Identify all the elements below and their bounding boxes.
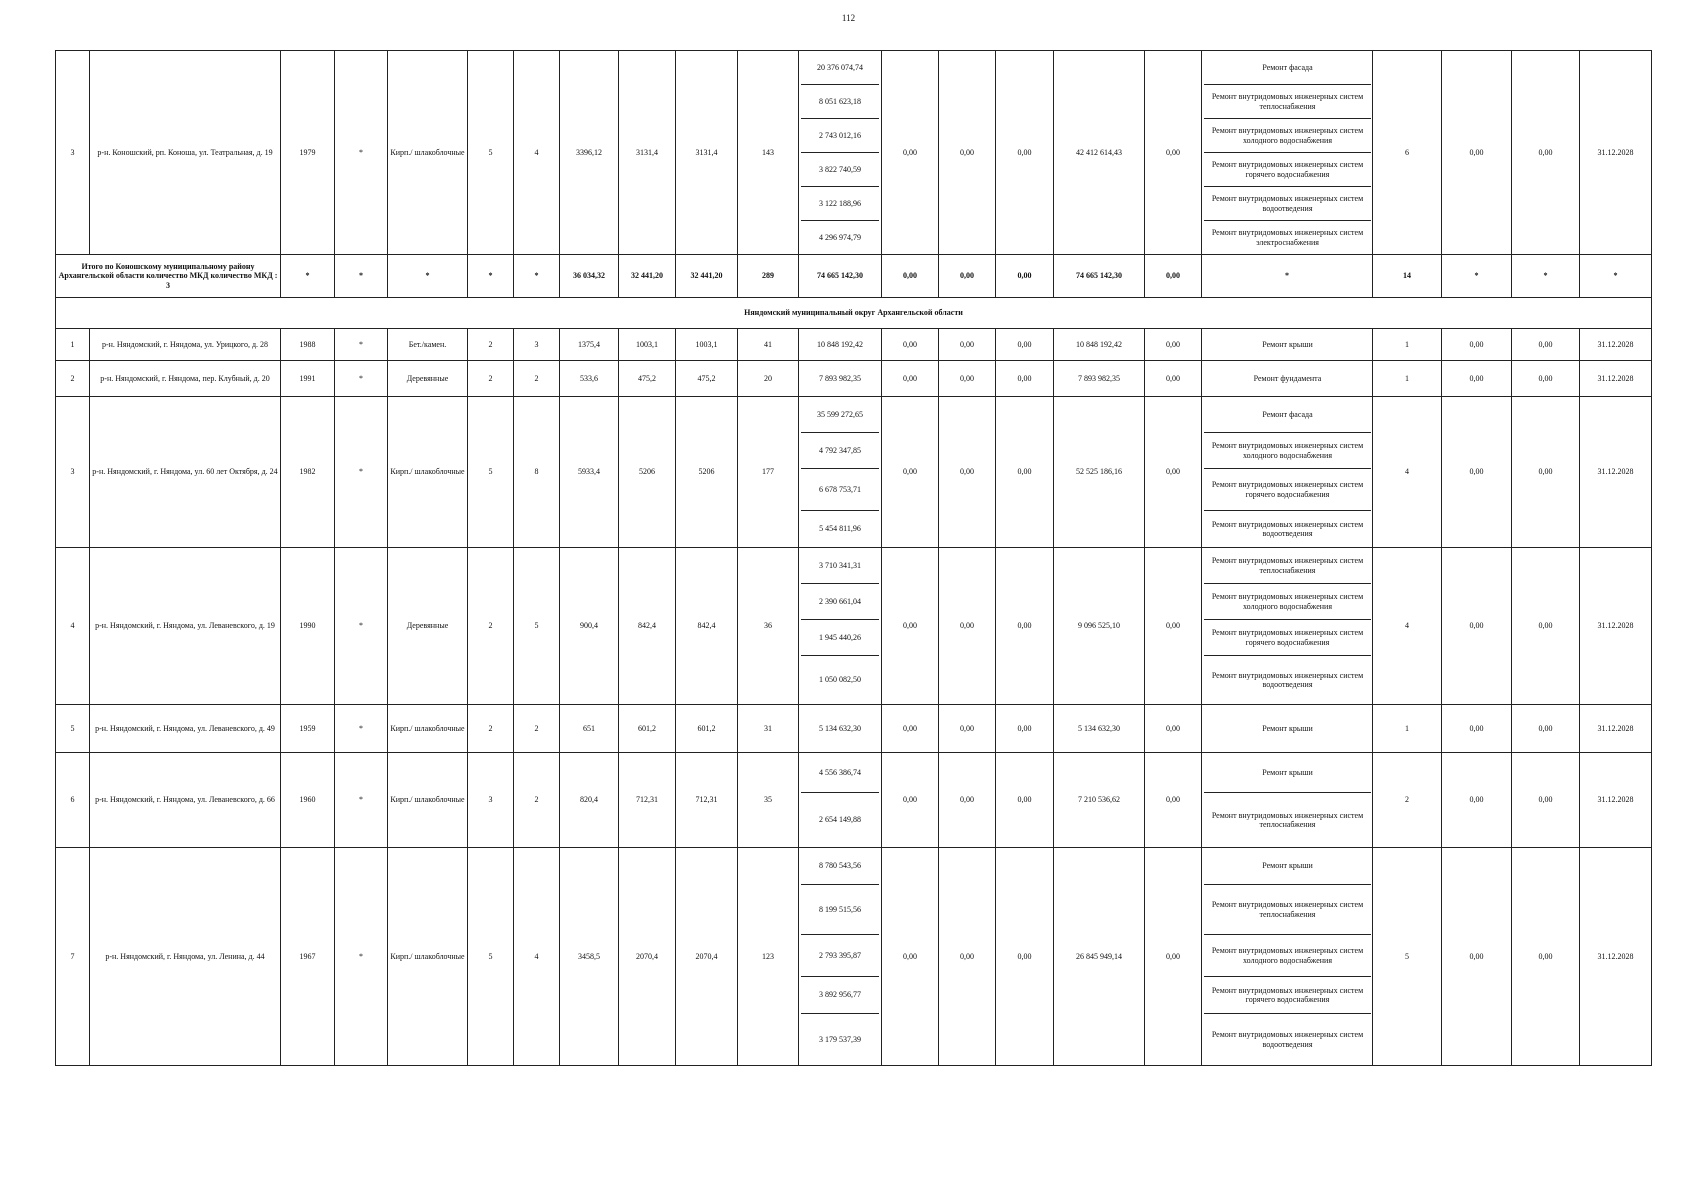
fund-regional: 0,00 [939,255,996,298]
residents-count: 41 [738,329,799,361]
fund-federal: 0,00 [882,51,939,255]
repair-amount-list [801,753,879,847]
completion-date: 31.12.2028 [1580,753,1652,848]
repair-amount-list [801,329,879,360]
area-residential: 601,2 [676,705,738,753]
repair-amount: 2 654 149,88 [819,815,861,825]
completion-date: 31.12.2028 [1580,848,1652,1066]
limit-per-sqm: 0,00 [1512,753,1580,848]
repair-works-cell [1202,397,1373,548]
repair-work-type: Ремонт фундамента [1253,373,1322,383]
repair-amount: 2 743 012,16 [801,119,879,153]
section-header-row [56,298,1652,329]
repair-amount: 3 710 341,31 [801,548,879,584]
repair-works-cell [1202,329,1373,361]
fund-federal: 0,00 [882,753,939,848]
total-cost: 10 848 192,42 [1054,329,1145,361]
repair-work-type-list [1204,548,1371,704]
area-residential: 2070,4 [676,848,738,1066]
house-address: р-н. Няндомский, г. Няндома, ул. Леваневского, д. 49 [90,705,281,753]
fund-federal: 0,00 [882,255,939,298]
repair-work-type: Ремонт внутридомовых инженерных систем холодного водоснабжения [1204,935,1371,977]
limit-per-sqm: 0,00 [1512,361,1580,397]
floors: 2 [468,548,514,705]
completion-date: 31.12.2028 [1580,705,1652,753]
floors: 2 [468,329,514,361]
limit-per-sqm: 0,00 [1512,51,1580,255]
repair-amounts-cell [799,753,882,848]
repair-work-type: Ремонт внутридомовых инженерных систем горячего водоснабжения [1204,469,1371,511]
wall-material: Кирп./ шлакоблочные [388,848,468,1066]
repair-amount: 2 390 661,04 [801,584,879,620]
district-total-row [56,255,1652,298]
area-premises: 842,4 [619,548,676,705]
fund-local: 0,00 [996,397,1054,548]
build-year: 1979 [281,51,335,255]
fund-federal: 0,00 [882,397,939,548]
repair-amount: 20 376 074,74 [801,51,879,85]
repair-works-cell [1202,705,1373,753]
completion-date: 31.12.2028 [1580,51,1652,255]
total-cost: 52 525 186,16 [1054,397,1145,548]
repair-amounts-cell [799,705,882,753]
repair-amount: 1 050 082,50 [819,675,861,685]
build-year: * [281,255,335,298]
repair-amount-list [801,361,879,396]
fund-other: 0,00 [1145,848,1202,1066]
area-premises: 32 441,20 [619,255,676,298]
works-count: 1 [1373,705,1442,753]
cost-per-sqm: 0,00 [1442,361,1512,397]
floors: * [468,255,514,298]
repair-work-type: Ремонт внутридомовых инженерных систем теплоснабжения [1211,810,1364,829]
repair-work-type: Ремонт крыши [1204,753,1371,793]
fund-federal: 0,00 [882,848,939,1066]
residents-count: 289 [738,255,799,298]
entrances: 4 [514,848,560,1066]
repair-work-type: Ремонт внутридомовых инженерных систем теплоснабжения [1204,548,1371,584]
repair-amount: 7 893 982,35 [819,373,861,383]
wall-material: Кирп./ шлакоблочные [388,705,468,753]
repair-amount-list [801,548,879,704]
floors: 5 [468,848,514,1066]
repair-work-type-list [1204,705,1371,752]
build-year: 1960 [281,753,335,848]
house-address: р-н. Няндомский, г. Няндома, ул. Леваневского, д. 66 [90,753,281,848]
floors: 3 [468,753,514,848]
repair-amount-list [801,705,879,752]
repair-amount: 3 822 740,59 [801,153,879,187]
total-area: 5933,4 [560,397,619,548]
fund-regional: 0,00 [939,548,996,705]
works-count: 4 [1373,397,1442,548]
repair-work-type-list [1204,329,1371,360]
entrances: 5 [514,548,560,705]
area-premises: 475,2 [619,361,676,397]
total-cost: 5 134 632,30 [1054,705,1145,753]
repair-amount: 1 945 440,26 [801,620,879,656]
limit-per-sqm: 0,00 [1512,705,1580,753]
repair-work-type: Ремонт внутридомовых инженерных систем водоотведения [1204,187,1371,221]
floors: 2 [468,705,514,753]
build-year: 1988 [281,329,335,361]
cost-per-sqm: 0,00 [1442,548,1512,705]
repair-amounts-cell [799,397,882,548]
repair-amount: 3 892 956,77 [801,977,879,1014]
repair-amount: 8 051 623,18 [801,85,879,119]
house-row [56,753,1652,848]
house-row [56,361,1652,397]
renovation-year: * [335,329,388,361]
repair-amounts-cell [799,361,882,397]
repair-work-type-list [1204,361,1371,396]
fund-local: 0,00 [996,548,1054,705]
area-residential: 475,2 [676,361,738,397]
entrances: 4 [514,51,560,255]
build-year: 1959 [281,705,335,753]
cost-per-sqm: 0,00 [1442,329,1512,361]
fund-local: 0,00 [996,361,1054,397]
total-cost: 9 096 525,10 [1054,548,1145,705]
cost-per-sqm: 0,00 [1442,51,1512,255]
renovation-year: * [335,51,388,255]
entrances: 2 [514,361,560,397]
repair-amount: 10 848 192,42 [817,339,863,349]
floors: 5 [468,397,514,548]
area-residential: 712,31 [676,753,738,848]
total-cost: 74 665 142,30 [1054,255,1145,298]
entrances: * [514,255,560,298]
works-count: 5 [1373,848,1442,1066]
repair-amount: 5 134 632,30 [819,723,861,733]
works-count: 2 [1373,753,1442,848]
completion-date: 31.12.2028 [1580,397,1652,548]
row-number: 5 [56,705,90,753]
entrances: 2 [514,705,560,753]
total-area: 3458,5 [560,848,619,1066]
area-residential: 32 441,20 [676,255,738,298]
area-premises: 2070,4 [619,848,676,1066]
completion-date: 31.12.2028 [1580,329,1652,361]
area-residential: 5206 [676,397,738,548]
entrances: 3 [514,329,560,361]
repair-amount: 3 122 188,96 [801,187,879,221]
repair-amount-list [801,51,879,254]
fund-other: 0,00 [1145,397,1202,548]
fund-local: 0,00 [996,753,1054,848]
repair-amount: 8 199 515,56 [801,885,879,935]
fund-regional: 0,00 [939,848,996,1066]
repair-works-cell [1202,753,1373,848]
row-number: 1 [56,329,90,361]
repair-works-cell [1202,548,1373,705]
area-residential: 842,4 [676,548,738,705]
works-count: 1 [1373,361,1442,397]
build-year: 1967 [281,848,335,1066]
renovation-year: * [335,361,388,397]
repair-work-type: Ремонт крыши [1262,339,1313,349]
build-year: 1991 [281,361,335,397]
page-number: 112 [841,13,856,23]
works-count: 1 [1373,329,1442,361]
row-number: 3 [56,397,90,548]
limit-per-sqm: 0,00 [1512,848,1580,1066]
limit-per-sqm: 0,00 [1512,548,1580,705]
repair-work-type: Ремонт внутридомовых инженерных систем горячего водоснабжения [1204,153,1371,187]
floors: 2 [468,361,514,397]
repair-amounts-cell [799,329,882,361]
fund-local: 0,00 [996,329,1054,361]
house-row [56,51,1652,255]
repair-amounts-cell [799,548,882,705]
repair-work-type: Ремонт внутридомовых инженерных систем холодного водоснабжения [1204,433,1371,469]
repair-works-cell [1202,848,1373,1066]
repair-amount: 4 792 347,85 [801,433,879,469]
house-address: р-н. Няндомский, г. Няндома, ул. 60 лет Октября, д. 24 [90,397,281,548]
repair-work-type: Ремонт внутридомовых инженерных систем холодного водоснабжения [1204,119,1371,153]
total-cost: 42 412 614,43 [1054,51,1145,255]
residents-count: 123 [738,848,799,1066]
repair-work-type: Ремонт внутридомовых инженерных систем теплоснабжения [1204,85,1371,119]
house-address: р-н. Няндомский, г. Няндома, ул. Ленина, д. 44 [90,848,281,1066]
floors: 5 [468,51,514,255]
completion-date: 31.12.2028 [1580,361,1652,397]
residents-count: 36 [738,548,799,705]
fund-regional: 0,00 [939,705,996,753]
cost-per-sqm: 0,00 [1442,848,1512,1066]
repair-work-type-list [1204,51,1371,254]
build-year: 1990 [281,548,335,705]
repair-amount: 5 454 811,96 [819,524,861,534]
repair-work-type: Ремонт крыши [1204,848,1371,885]
wall-material: Кирп./ шлакоблочные [388,51,468,255]
fund-regional: 0,00 [939,361,996,397]
repair-work-type: Ремонт внутридомовых инженерных систем теплоснабжения [1204,885,1371,935]
repair-amount: 6 678 753,71 [801,469,879,511]
wall-material: Кирп./ шлакоблочные [388,397,468,548]
repair-amount: 35 599 272,65 [801,397,879,433]
completion-date: * [1580,255,1652,298]
row-number: 6 [56,753,90,848]
renovation-year: * [335,705,388,753]
repair-amount-list [801,397,879,547]
wall-material: Кирп./ шлакоблочные [388,753,468,848]
area-premises: 601,2 [619,705,676,753]
house-address: р-н. Няндомский, г. Няндома, ул. Урицкого, д. 28 [90,329,281,361]
works-count: 14 [1373,255,1442,298]
renovation-year: * [335,753,388,848]
house-address: р-н. Няндомский, г. Няндома, ул. Леваневского, д. 19 [90,548,281,705]
fund-local: 0,00 [996,705,1054,753]
row-number: 7 [56,848,90,1066]
house-row [56,848,1652,1066]
row-number: 4 [56,548,90,705]
house-address: р-н. Няндомский, г. Няндома, пер. Клубный, д. 20 [90,361,281,397]
total-area: 820,4 [560,753,619,848]
limit-per-sqm: 0,00 [1512,329,1580,361]
repair-amounts-cell [799,51,882,255]
repair-amount: 2 793 395,87 [801,935,879,977]
repair-work-type: Ремонт внутридомовых инженерных систем горячего водоснабжения [1204,620,1371,656]
total-area: 533,6 [560,361,619,397]
repair-works-cell [1202,51,1373,255]
area-residential: 3131,4 [676,51,738,255]
repair-amount: 8 780 543,56 [801,848,879,885]
repair-works: * [1202,255,1373,298]
renovation-year: * [335,548,388,705]
house-row [56,705,1652,753]
house-row [56,329,1652,361]
fund-local: 0,00 [996,255,1054,298]
renovation-year: * [335,255,388,298]
build-year: 1982 [281,397,335,548]
house-address: р-н. Коношский, рп. Коноша, ул. Театральная, д. 19 [90,51,281,255]
repair-work-type: Ремонт внутридомовых инженерных систем водоотведения [1211,519,1364,538]
works-count: 4 [1373,548,1442,705]
capital-repair-register-table [55,50,1652,1066]
repair-work-type: Ремонт внутридомовых инженерных систем водоотведения [1211,670,1364,689]
repair-amount: 4 296 974,79 [819,232,861,242]
fund-other: 0,00 [1145,329,1202,361]
fund-federal: 0,00 [882,705,939,753]
fund-local: 0,00 [996,848,1054,1066]
fund-other: 0,00 [1145,255,1202,298]
repair-work-type: Ремонт крыши [1262,723,1313,733]
completion-date: 31.12.2028 [1580,548,1652,705]
row-number: 2 [56,361,90,397]
repair-work-type: Ремонт фасада [1204,51,1371,85]
row-number: 3 [56,51,90,255]
limit-per-sqm: * [1512,255,1580,298]
repair-amount: 4 556 386,74 [801,753,879,793]
repair-work-type: Ремонт внутридомовых инженерных систем водоотведения [1211,1030,1364,1049]
limit-per-sqm: 0,00 [1512,397,1580,548]
works-count: 6 [1373,51,1442,255]
fund-regional: 0,00 [939,329,996,361]
wall-material: Бет./камен. [388,329,468,361]
entrances: 2 [514,753,560,848]
repair-work-type-list [1204,848,1371,1065]
fund-regional: 0,00 [939,397,996,548]
wall-material: Деревянные [388,548,468,705]
area-premises: 3131,4 [619,51,676,255]
residents-count: 31 [738,705,799,753]
repair-work-type-list [1204,753,1371,847]
district-total-label: Итого по Коношскому муниципальному району Архангельской области количество МКД количество МКД : 3 [56,255,281,298]
repair-work-type: Ремонт внутридомовых инженерных систем электроснабжения [1211,228,1364,247]
fund-federal: 0,00 [882,361,939,397]
fund-regional: 0,00 [939,51,996,255]
fund-other: 0,00 [1145,548,1202,705]
fund-local: 0,00 [996,51,1054,255]
repair-works-cell [1202,361,1373,397]
area-residential: 1003,1 [676,329,738,361]
area-premises: 712,31 [619,753,676,848]
renovation-year: * [335,848,388,1066]
residents-count: 20 [738,361,799,397]
cost-per-sqm: 0,00 [1442,705,1512,753]
total-area: 1375,4 [560,329,619,361]
residents-count: 143 [738,51,799,255]
total-cost: 7 893 982,35 [1054,361,1145,397]
wall-material: * [388,255,468,298]
repair-amount-list [801,848,879,1065]
area-premises: 1003,1 [619,329,676,361]
residents-count: 35 [738,753,799,848]
entrances: 8 [514,397,560,548]
fund-other: 0,00 [1145,361,1202,397]
fund-federal: 0,00 [882,329,939,361]
repair-amount: 3 179 537,39 [819,1034,861,1044]
area-premises: 5206 [619,397,676,548]
cost-per-sqm: 0,00 [1442,397,1512,548]
fund-regional: 0,00 [939,753,996,848]
residents-count: 177 [738,397,799,548]
repair-work-type: Ремонт внутридомовых инженерных систем холодного водоснабжения [1204,584,1371,620]
total-cost: 7 210 536,62 [1054,753,1145,848]
wall-material: Деревянные [388,361,468,397]
repair-work-type: Ремонт фасада [1204,397,1371,433]
cost-per-sqm: * [1442,255,1512,298]
section-header: Няндомский муниципальный округ Архангельской области [56,298,1652,329]
repair-work-type: Ремонт внутридомовых инженерных систем горячего водоснабжения [1204,977,1371,1014]
house-row [56,548,1652,705]
repair-amounts-cell [799,848,882,1066]
renovation-year: * [335,397,388,548]
total-area: 651 [560,705,619,753]
total-area: 36 034,32 [560,255,619,298]
fund-other: 0,00 [1145,753,1202,848]
fund-other: 0,00 [1145,705,1202,753]
repair-work-type-list [1204,397,1371,547]
total-area: 900,4 [560,548,619,705]
repair-amount: 74 665 142,30 [799,255,882,298]
fund-other: 0,00 [1145,51,1202,255]
total-area: 3396,12 [560,51,619,255]
total-cost: 26 845 949,14 [1054,848,1145,1066]
house-row [56,397,1652,548]
fund-federal: 0,00 [882,548,939,705]
cost-per-sqm: 0,00 [1442,753,1512,848]
